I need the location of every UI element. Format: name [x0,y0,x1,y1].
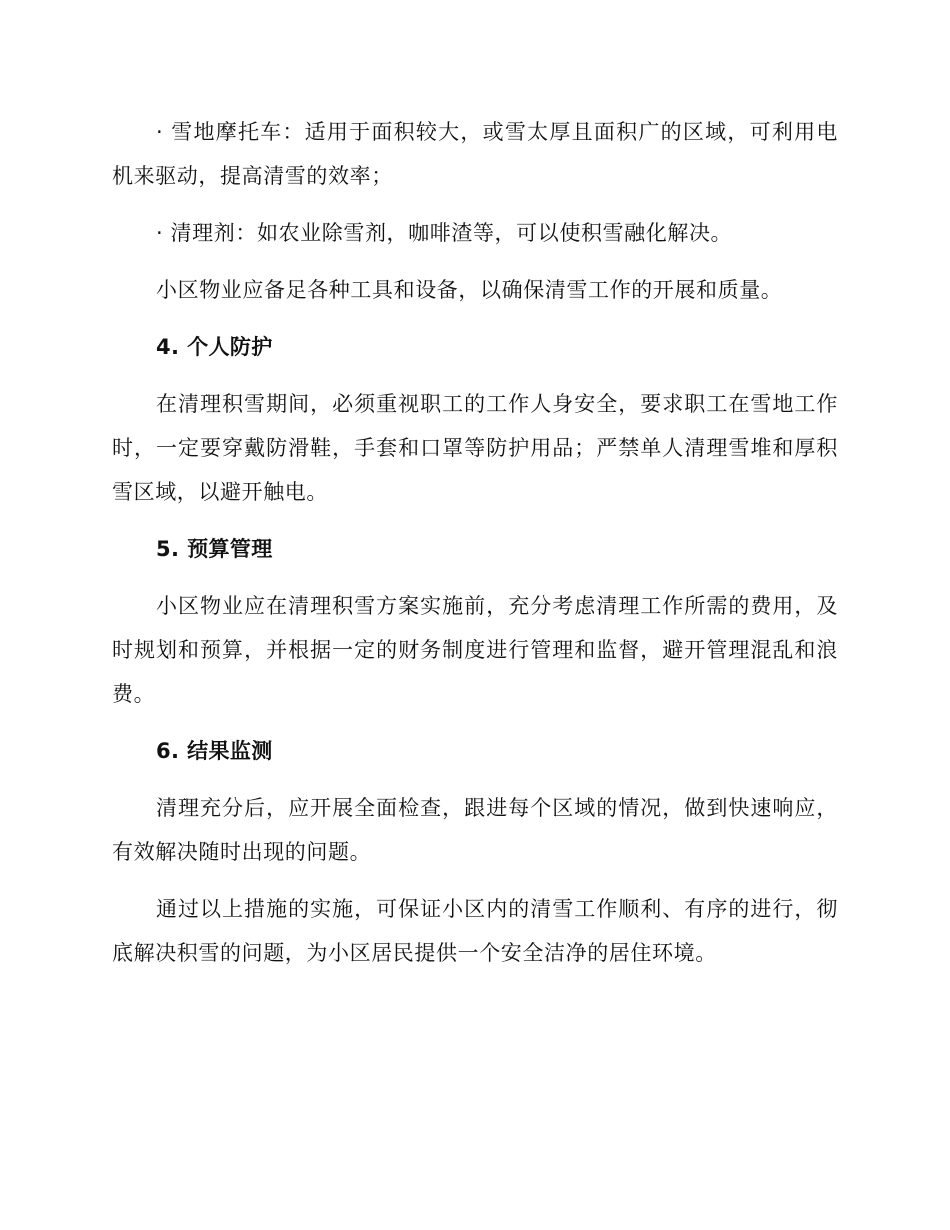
heading-budget-management: 5. 预算管理 [156,537,273,561]
heading-result-monitoring: 6. 结果监测 [156,739,273,763]
result-monitoring-body: 清理充分后，应开展全面检查，跟进每个区域的情况，做到快速响应，有效解决随时出现的问题。 [112,796,838,864]
bullet-snowmobile: · 雪地摩托车：适用于面积较大，或雪太厚且面积广的区域，可利用电机来驱动，提高清雪的效率； [112,120,838,188]
heading-personal-protection: 4. 个人防护 [156,335,273,359]
personal-protection-body: 在清理积雪期间，必须重视职工的工作人身安全，要求职工在雪地工作时，一定要穿戴防滑鞋，手套和口罩等防护用品；严禁单人清理雪堆和厚积雪区域，以避开触电。 [112,392,838,504]
conclusion: 通过以上措施的实施，可保证小区内的清雪工作顺利、有序的进行，彻底解决积雪的问题，为小区居民提供一个安全洁净的居住环境。 [112,897,838,965]
equipment-summary: 小区物业应备足各种工具和设备，以确保清雪工作的开展和质量。 [156,278,783,302]
budget-management-body: 小区物业应在清理积雪方案实施前，充分考虑清理工作所需的费用，及时规划和预算，并根据一定的财务制度进行管理和监督，避开管理混乱和浪费。 [112,594,838,706]
bullet-cleaner: · 清理剂：如农业除雪剂，咖啡渣等，可以使积雪融化解决。 [156,221,733,245]
